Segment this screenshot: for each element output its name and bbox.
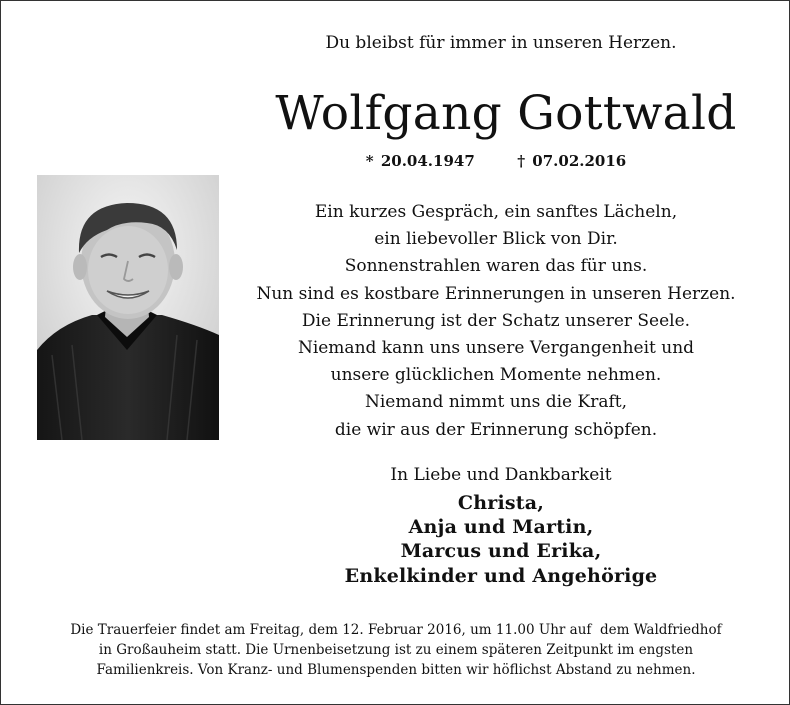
poem-line: Niemand kann uns unsere Vergangenheit und [297, 338, 695, 359]
poem-line: Ein kurzes Gespräch, ein sanftes Lächeln, [314, 202, 678, 222]
funeral-notice [13, 620, 779, 680]
portrait-image [37, 175, 219, 440]
poem-line: Sonnenstrahlen waren das für uns. [344, 256, 648, 277]
thanks-line: In Liebe und Dankbarkeit [390, 465, 612, 485]
notice-line: Familienkreis. Von Kranz- und Blumenspenden bitten wir höflichst Abstand zu nehmen. [96, 662, 696, 678]
poem-line: die wir aus der Erinnerung schöpfen. [334, 419, 658, 440]
birth-date: * 20.04.1947 [365, 152, 475, 170]
poem-line: ein liebevoller Blick von Dir. [374, 229, 618, 250]
poem-line: Nun sind es kostbare Erinnerungen in unseren Herzen. [256, 283, 736, 304]
poem-line: unsere glücklichen Momente nehmen. [330, 365, 662, 386]
mourner-entry: Anja und Martin, [408, 516, 594, 539]
mourner-entry: Marcus und Erika, [400, 540, 602, 563]
poem [231, 199, 761, 444]
death-date: † 07.02.2016 [517, 152, 627, 170]
tagline: Du bleibst für immer in unseren Herzen. [325, 33, 677, 53]
notice-line: Die Trauerfeier findet am Freitag, dem 12. Februar 2016, um 11.00 Uhr auf dem Waldfriedhof [70, 622, 722, 638]
portrait-photo [37, 175, 219, 440]
life-dates [331, 152, 661, 170]
poem-line: Niemand nimmt uns die Kraft, [364, 392, 628, 413]
notice-line: in Großauheim statt. Die Urnenbeisetzung ist zu einem späteren Zeitpunkt im engsten [98, 642, 694, 658]
poem-line: Die Erinnerung ist der Schatz unserer Seele. [301, 310, 691, 331]
mourner-entry: Enkelkinder und Angehörige [344, 564, 658, 587]
mourner-entry: Christa, [457, 492, 545, 514]
mourners-list [281, 491, 721, 588]
deceased-name: Wolfgang Gottwald [275, 86, 737, 141]
